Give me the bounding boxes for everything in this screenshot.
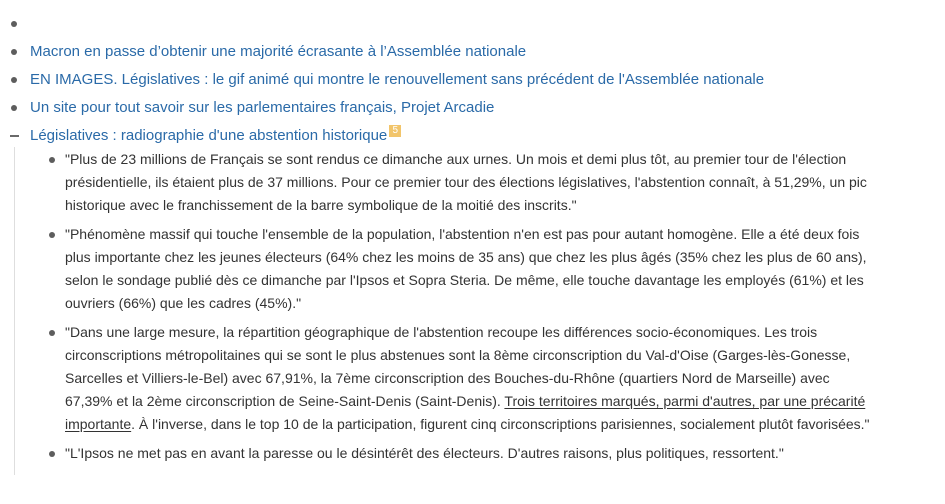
collapse-minus-icon[interactable] <box>10 135 19 137</box>
list-item-gif-anime <box>0 66 945 94</box>
link-gif-anime[interactable]: EN IMAGES. Législatives : le gif animé qui montre le renouvellement sans précédent de l'Assemblée nationale <box>30 71 765 88</box>
quote-text-part: . À l'inverse, dans le top 10 de la participation, figurent cinq circonscriptions parisiennes, socialement plutôt favorisées." <box>131 416 870 432</box>
quote-text: "L'Ipsos ne met pas en avant la paresse ou le désintérêt des électeurs. D'autres raisons, plus politiques, ressortent." <box>65 445 784 461</box>
bullet-icon <box>49 157 55 163</box>
quote-item <box>0 148 875 217</box>
bullet-icon <box>11 105 17 111</box>
quote-list <box>0 148 945 471</box>
list-item-macron <box>0 38 945 66</box>
bullet-icon <box>49 232 55 238</box>
bookmark-list <box>0 10 945 150</box>
bullet-icon <box>11 49 17 55</box>
bullet-icon <box>49 451 55 457</box>
list-item-projet-arcadie <box>0 94 945 122</box>
quote-text: "Phénomène massif qui touche l'ensemble de la population, l'abstention n'en est pas pour autant homogène. Elle a été deux fois plus importante chez les jeunes électeurs (64% chez les moins de 35 ans) que chez les plus âgés (35% chez les plus de 60 ans), selon le sondage publié dès ce dimanche par l'Ipsos et Sopra Steria. De même, elle touche davantage les employés (61%) et les ouvriers (66%) que les cadres (45%)." <box>65 226 867 311</box>
bullet-icon <box>11 77 17 83</box>
bullet-icon <box>11 21 17 27</box>
count-badge: 5 <box>389 125 401 137</box>
quote-text-part: "Dans une large mesure, la répartition géographique de l'abstention recoupe les différences socio-économiques. Les trois circonscriptions métropolitaines qui se sont le plus abstenues sont la 8ème circonscription du Val-d'Oise (Garges-lès-Gonesse, Sarcelles et Villiers-le-Bel) avec 67,91%, la 7ème circonscription des Bouches-du-Rhône (quartiers Nord de Marseille) avec 67,39% et la 2ème circonscription de Seine-Saint-Denis (Saint-Denis). <box>65 324 851 409</box>
quote-item <box>0 321 875 436</box>
link-macron-majorite[interactable]: Macron en passe d’obtenir une majorité écrasante à l’Assemblée nationale <box>30 43 527 60</box>
list-item-empty <box>0 10 945 38</box>
quote-item <box>0 442 875 465</box>
quote-item <box>0 223 875 315</box>
link-abstention-historique[interactable]: Législatives : radiographie d'une abstention historique <box>30 127 388 144</box>
quote-text: "Plus de 23 millions de Français se sont rendus ce dimanche aux urnes. Un mois et demi plus tôt, au premier tour de l'élection présidentielle, ils étaient plus de 37 millions. Pour ce premier tour des élections législatives, l'abstention connaît, à 51,29%, un pic historique avec le franchissement de la barre symbolique de la moitié des inscrits." <box>65 151 867 213</box>
list-item-abstention <box>0 122 945 150</box>
quote-underlined-link[interactable]: Trois territoires marqués, parmi d'autres, par une précarité importante <box>65 393 866 432</box>
link-projet-arcadie[interactable]: Un site pour tout savoir sur les parlementaires français, Projet Arcadie <box>30 99 495 116</box>
bullet-icon <box>49 330 55 336</box>
